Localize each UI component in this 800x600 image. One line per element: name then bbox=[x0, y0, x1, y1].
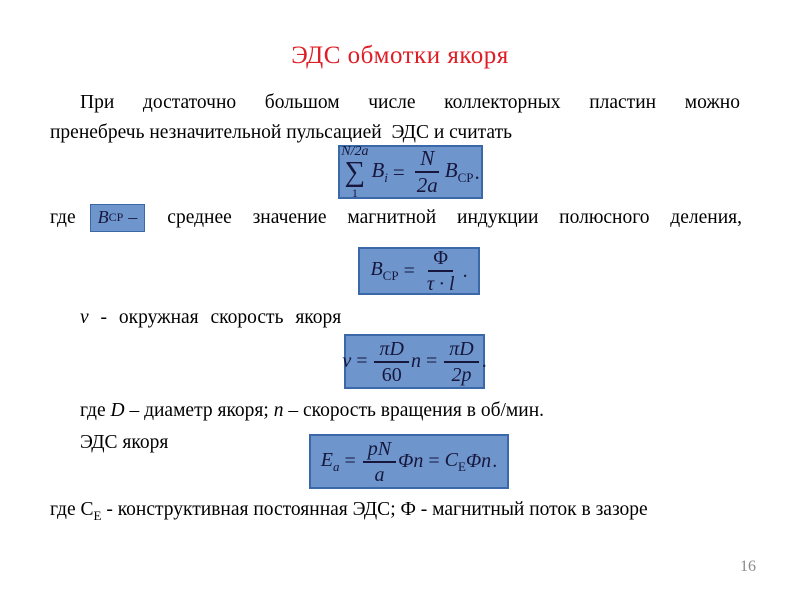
formula-box-velocity bbox=[344, 334, 485, 389]
velocity-line: v - окружная скорость якоря bbox=[80, 307, 342, 328]
equals-sign: = bbox=[392, 159, 405, 184]
intro-line-1: При достаточно большом числе коллекторных пластин можно bbox=[80, 92, 740, 113]
bcp-lhs: $B_{CP}$ bbox=[370, 258, 399, 283]
fraction-pn-a: $\frac{pN}{a}$ bbox=[363, 438, 396, 486]
phi-n-term: Φn bbox=[398, 450, 424, 472]
sum-lower-limit: 1 bbox=[351, 185, 358, 200]
intro-line-2: пренебречь незначительной пульсацией ЭДС и считать bbox=[50, 122, 513, 143]
equals-sign: = bbox=[425, 350, 438, 372]
intro-paragraph bbox=[50, 88, 740, 148]
where-d-line: где D – диаметр якоря; n – скорость вращения в об/мин. bbox=[80, 400, 545, 421]
fraction-n-2a: $\frac{N}{2a}$ bbox=[416, 145, 438, 197]
formula-box-sum bbox=[338, 145, 483, 199]
fraction-pid-60: $\frac{\pi D}{60}$ bbox=[374, 338, 408, 386]
equals-sign: = bbox=[428, 450, 440, 472]
ce-term: $C_E$ bbox=[444, 448, 466, 474]
fraction-phi-tau-l: $\frac{\Phi}{\tau \cdot l}$ bbox=[426, 247, 455, 295]
formula-box-emf bbox=[309, 434, 509, 489]
sigma-icon: ∑ bbox=[344, 156, 366, 189]
ea-lhs: $E_a$ bbox=[320, 448, 340, 474]
bcp-inline-box: B CP – bbox=[90, 204, 146, 232]
v-mid-term: n bbox=[410, 350, 421, 372]
fraction-pid-2p: $\frac{\pi D}{2p}$ bbox=[444, 338, 478, 386]
sum-term: $B_i$ bbox=[371, 157, 388, 186]
sum-upper-limit: N/2a bbox=[341, 144, 369, 160]
sum-result: $B_{CP}$ bbox=[444, 157, 474, 186]
equals-sign: = bbox=[344, 450, 356, 472]
period: . bbox=[492, 450, 498, 472]
period: . bbox=[474, 159, 480, 184]
period: . bbox=[462, 259, 468, 282]
summation-symbol bbox=[341, 145, 368, 199]
slide-title: ЭДС обмотки якоря bbox=[291, 42, 509, 69]
where-ce-line: где $C_E$ - конструктивная постоянная ЭДС; Ф - магнитный поток в зазоре bbox=[50, 499, 648, 523]
emf-label: ЭДС якоря bbox=[80, 432, 169, 453]
page-number: 16 bbox=[740, 558, 756, 575]
where-bcp-text: среднее значение магнитной индукции полюсного деления, bbox=[167, 207, 742, 228]
where-bcp-line bbox=[50, 204, 742, 232]
phi-n-tail: Φn bbox=[465, 450, 492, 472]
equals-sign: = bbox=[403, 259, 415, 282]
formula-box-bcp bbox=[358, 247, 480, 295]
period: . bbox=[481, 350, 487, 372]
v-lhs: v bbox=[342, 350, 352, 372]
where-label: где bbox=[50, 207, 76, 228]
equals-sign: = bbox=[356, 350, 368, 372]
